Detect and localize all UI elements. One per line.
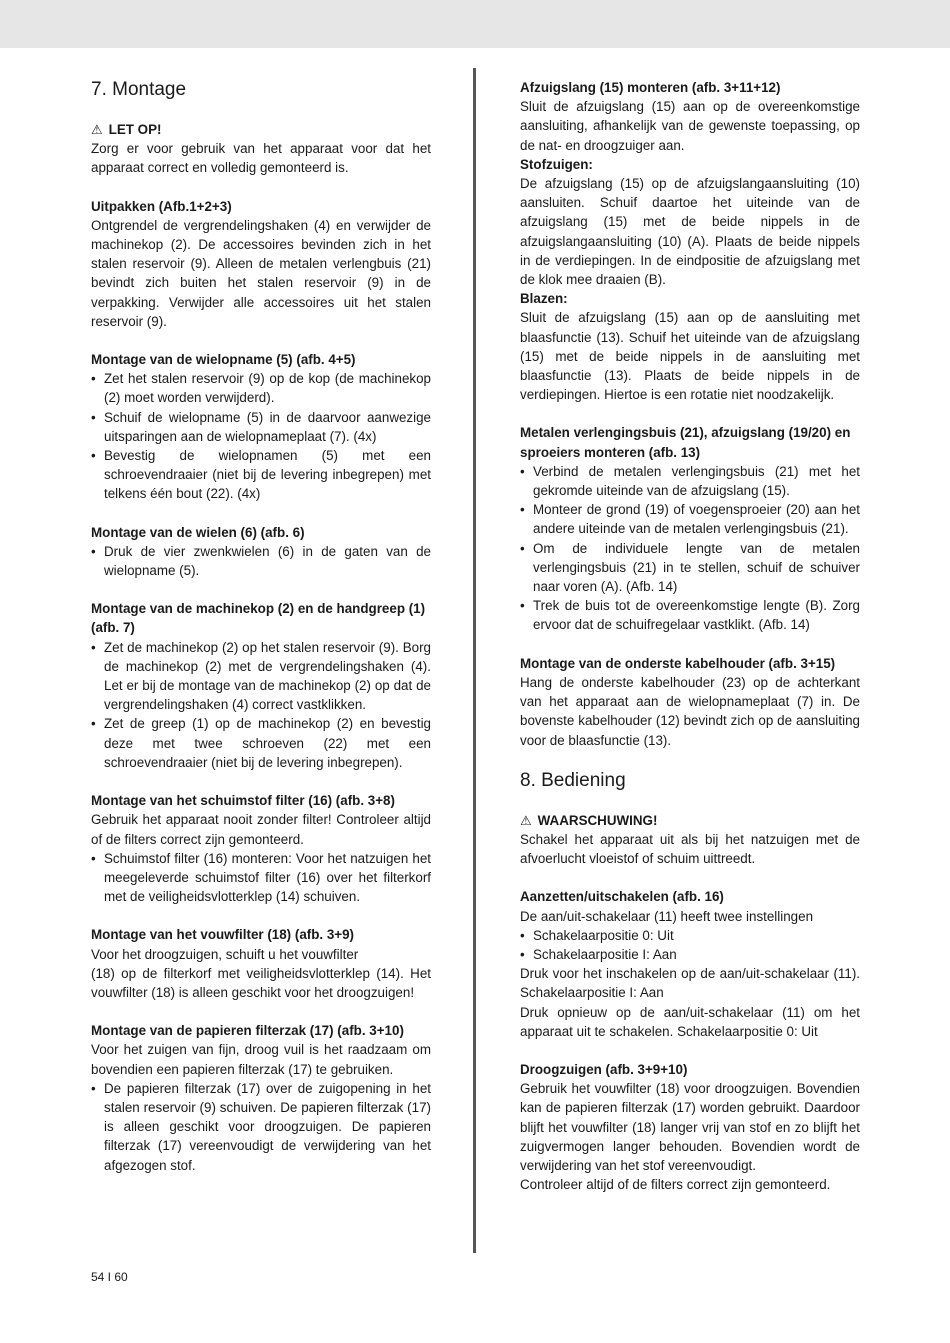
hose-sub1-title: Stofzuigen: [520, 156, 593, 172]
cable-title: Montage van de onderste kabelhouder (afb. 3+15) [520, 655, 836, 671]
list-item: • Schuimstof filter (16) monteren: Voor het natzuigen het meegeleverde schuimstof filter (16) over het filterkorf met de veiligheidsvlotterklep (14) schuiven. [91, 849, 431, 907]
warning-block [91, 120, 431, 178]
paper-bag-section [91, 1021, 431, 1175]
head-handle-title: Montage van de machinekop (2) en de handgreep (1) (afb. 7) [91, 601, 426, 636]
list-item: • Bevestig de wielopnamen (5) met een schroevendraaier (niet bij de levering inbegrepen) met telkens één bout (22). (4x) [91, 446, 431, 504]
cable-text: Hang de onderste kabelhouder (23) op de achterkant van het apparaat aan de wielopnameplaat (7) in. De bovenste kabelhouder (12) bevindt zich op de aansluiting voor de blaasfunctie (13). [520, 674, 860, 748]
list-item: • Zet de machinekop (2) op het stalen reservoir (9). Borg de machinekop (2) met de vergrendelingshaken (4). Let er bij de montage van de machinekop (2) op dat de vergrendelingshaken (4) correct vastklikken. [91, 638, 431, 715]
fold-filter-section [91, 925, 431, 1002]
head-handle-section [91, 599, 431, 772]
dry-text-2: Controleer altijd of de filters correct zijn gemonteerd. [520, 1177, 831, 1193]
unpack-title: Uitpakken (Afb.1+2+3) [91, 198, 232, 214]
hose-title: Afzuigslang (15) monteren (afb. 3+11+12) [520, 80, 781, 95]
unpack-text: Ontgrendel de vergrendelingshaken (4) en verwijder de machinekop (2). De accessoires bevinden zich in het stalen reservoir (9). Alleen de metalen verlengbuis (21) bevindt zich buiten het stalen reservoir (9) in de verpakking. Verwijder alle accessoires uit het stalen reservoir (9). [91, 217, 431, 329]
list-item: • Om de individuele lengte van de metalen verlengingsbuis (21) in te stellen, schuif de schuiver naar voren (A). (Afb. 14) [520, 539, 860, 597]
wheel-mount-list [91, 369, 431, 503]
column-divider [473, 68, 476, 1253]
wheel-mount-section [91, 350, 431, 504]
foam-filter-title: Montage van het schuimstof filter (16) (afb. 3+8) [91, 793, 395, 809]
hose-sub1-text: De afzuigslang (15) op de afzuigslangaansluiting (10) aansluiten. Schuif daartoe het uiteinde van de afzuigslang (15) met de beide nippels in de afzuigslangaansluiting (10) (A). Plaats de beide nippels in de verdiepingen. In de eindpositie de afzuigslang met de klok mee draaien (B). [520, 176, 860, 288]
paper-bag-text: Voor het zuigen van fijn, droog vuil is het raadzaam om bovendien een papieren filterzak (17) te gebruiken. [91, 1042, 431, 1077]
list-item: • Zet de greep (1) op de machinekop (2) en bevestig deze met twee schroeven (22) met een schroevendraaier (niet bij de levering inbegrepen). [91, 714, 431, 772]
extension-section [520, 423, 860, 634]
dry-title: Droogzuigen (afb. 3+9+10) [520, 1061, 688, 1077]
right-column [520, 78, 860, 1194]
warning-text: Schakel het apparaat uit als bij het natzuigen met de afvoerlucht vloeistof of schuim uittreedt. [520, 831, 860, 867]
list-item: • Schuif de wielopname (5) in de daarvoor aanwezige uitsparingen aan de wielopnameplaat (7). (4x) [91, 408, 431, 446]
section-heading-montage: 7. Montage [91, 79, 187, 100]
head-handle-list [91, 638, 431, 772]
list-item: • Schakelaarpositie I: Aan [520, 945, 860, 964]
wheels-section [91, 523, 431, 581]
fold-filter-title: Montage van het vouwfilter (18) (afb. 3+9) [91, 927, 355, 943]
extension-title: Metalen verlengingsbuis (21), afzuigslang (19/20) en sproeiers monteren (afb. 13) [520, 425, 851, 460]
hose-text: Sluit de afzuigslang (15) aan op de overeenkomstige aansluiting, afhankelijk van de gewenste toepassing, op de nat- en droogzuiger aan. [520, 99, 860, 153]
dry-text: Gebruik het vouwfilter (18) voor droogzuigen. Bovendien kan de papieren filterzak (17) worden gebruikt. Daardoor blijft het vouwfilter (18) langer vrij van stof en zo blijft het zuigvermogen langer behouden. Bovendien wordt de verwijdering van het stof vereenvoudigt. [520, 1081, 860, 1173]
fold-filter-text-2: (18) op de filterkorf met veiligheidsvlotterklep (14). Het vouwfilter (18) is alleen geschikt voor het droogzuigen! [91, 965, 431, 1000]
list-item: • Zet het stalen reservoir (9) op de kop (de machinekop (2) moet worden verwijderd). [91, 369, 431, 407]
hose-section [520, 78, 860, 404]
foam-filter-list [91, 849, 431, 907]
paper-bag-list [91, 1079, 431, 1175]
list-item: • Schakelaarpositie 0: Uit [520, 926, 860, 945]
warning-triangle-icon: ⚠ [520, 812, 532, 828]
list-item: • Trek de buis tot de overeenkomstige lengte (B). Zorg ervoor dat de schuifregelaar vastklikt. (Afb. 14) [520, 596, 860, 634]
switch-text: De aan/uit-schakelaar (11) heeft twee instellingen [520, 908, 814, 924]
warning-text: Zorg er voor gebruik van het apparaat voor dat het apparaat correct en volledig gemonteerd is. [91, 141, 431, 176]
list-item: • De papieren filterzak (17) over de zuigopening in het stalen reservoir (9) schuiven. De papieren filterzak (17) is alleen geschikt voor droogzuigen. De papieren filterzak (17) vereenvoudigt de verwijdering van het afgezogen stof. [91, 1079, 431, 1175]
extension-list [520, 462, 860, 635]
hose-sub2-text: Sluit de afzuigslang (15) aan op de aansluiting met blaasfunctie (13). Schuif het uiteinde van de afzuigslang (15) met de beide nippels in de aansluiting met blaasfunctie (13). Plaats de beide nippels in de verdiepingen. Hiertoe is een rotatie niet noodzakelijk. [520, 310, 860, 403]
unpack-section [91, 197, 431, 331]
list-item: • Monteer de grond (19) of voegensproeier (20) aan het andere uiteinde van de metalen verlengingsbuis (21). [520, 500, 860, 538]
warning-label: LET OP! [108, 122, 162, 137]
dry-section [520, 1060, 860, 1194]
fold-filter-text-1: Voor het droogzuigen, schuift u het vouwfilter [91, 946, 359, 962]
hose-sub2-title: Blazen: [520, 291, 568, 307]
switch-section [520, 887, 860, 1041]
foam-filter-text: Gebruik het apparaat nooit zonder filter! Controleer altijd of de filters correct zijn gemonteerd. [91, 812, 431, 847]
cable-section [520, 654, 860, 750]
switch-title: Aanzetten/uitschakelen (afb. 16) [520, 889, 724, 905]
list-item: • Druk de vier zwenkwielen (6) in de gaten van de wielopname (5). [91, 542, 431, 580]
warning-triangle-icon: ⚠ [91, 122, 103, 137]
wheels-list [91, 542, 431, 580]
wheels-title: Montage van de wielen (6) (afb. 6) [91, 524, 305, 540]
wheel-mount-title: Montage van de wielopname (5) (afb. 4+5) [91, 352, 356, 368]
switch-text-2: Druk voor het inschakelen op de aan/uit-schakelaar (11). Schakelaarpositie I: Aan [520, 966, 860, 1001]
paper-bag-title: Montage van de papieren filterzak (17) (afb. 3+10) [91, 1023, 404, 1039]
switch-list [520, 926, 860, 964]
switch-text-3: Druk opnieuw op de aan/uit-schakelaar (11) om het apparaat uit te schakelen. Schakelaarpositie 0: Uit [520, 1004, 860, 1039]
warning-label: WAARSCHUWING! [537, 812, 658, 828]
foam-filter-section [91, 791, 431, 906]
left-column [91, 78, 431, 1175]
header-band [0, 0, 950, 48]
list-item: • Verbind de metalen verlengingsbuis (21) met het gekromde uiteinde van de afzuigslang (15). [520, 462, 860, 500]
page-number: 54 I 60 [91, 1270, 128, 1284]
section-heading-bediening: 8. Bediening [520, 769, 626, 791]
warning-block-2 [520, 811, 860, 869]
